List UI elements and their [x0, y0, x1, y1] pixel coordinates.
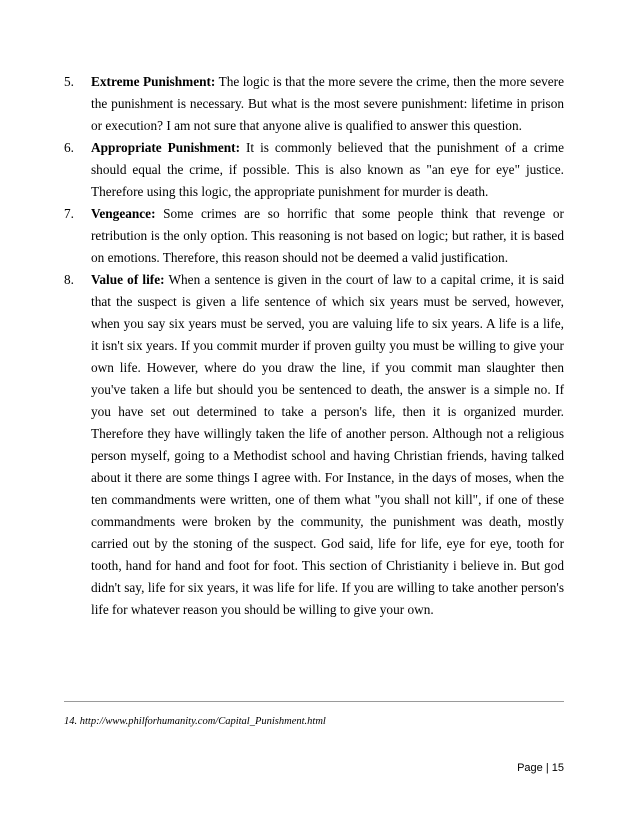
list-number: 7.: [64, 206, 74, 221]
list-number: 8.: [64, 272, 74, 287]
item-term: Appropriate Punishment:: [91, 140, 241, 155]
list-number: 6.: [64, 140, 74, 155]
list-item: [64, 269, 564, 621]
page-number: Page | 15: [517, 762, 564, 774]
numbered-list: [64, 71, 564, 621]
item-text: It is commonly believed that the punishment of a crime should equal the crime, if possible. This is also known as "an eye for eye" justice. Therefore using this logic, the appropriate punishment for murder is death.: [91, 140, 564, 199]
item-text: When a sentence is given in the court of law to a capital crime, it is said that the suspect is given a life sentence of which six years must be served, however, when you say six years must be served, you are valuing life to six years. A life is a life, it isn't six years. If you commit murder if proven guilty you must be willing to give your own life. However, where do you draw the line, if you commit man slaughter then you've taken a life but should you be sentenced to death, the answer is a simple no. If you have set out determined to take a person's life, then it is organized murder. Therefore they have willingly taken the life of another person. Although not a religious person myself, going to a Methodist school and having Christian friends, having talked about it there are some things I agree with. For Instance, in the days of moses, when the ten commandments were written, one of them what "you shall not kill", if one of these commandments were broken by the community, the punishment was death, mostly carried out by the stoning of the suspect. God said, life for life, eye for eye, tooth for tooth, hand for hand and foot for foot. This section of Christianity i believe in. But god didn't say, life for six years, it was life for life. If you are willing to take another person's life for whatever reason you should be willing to give your own.: [91, 272, 564, 617]
list-item: [64, 137, 564, 203]
item-term: Value of life:: [91, 272, 165, 287]
footnote: 14. http://www.philforhumanity.com/Capital_Punishment.html: [64, 716, 326, 727]
item-text: The logic is that the more severe the crime, then the more severe the punishment is necessary. But what is the most severe punishment: lifetime in prison or execution? I am not sure that anyone alive is qualified to answer this question.: [91, 74, 564, 133]
list-item: [64, 203, 564, 269]
item-term: Vengeance:: [91, 206, 156, 221]
footnote-divider: [64, 701, 564, 702]
item-term: Extreme Punishment:: [91, 74, 216, 89]
item-text: Some crimes are so horrific that some people think that revenge or retribution is the only option. This reasoning is not based on logic; but rather, it is based on emotions. Therefore, this reason should not be deemed a valid justification.: [91, 206, 564, 265]
list-number: 5.: [64, 74, 74, 89]
list-item: [64, 71, 564, 137]
